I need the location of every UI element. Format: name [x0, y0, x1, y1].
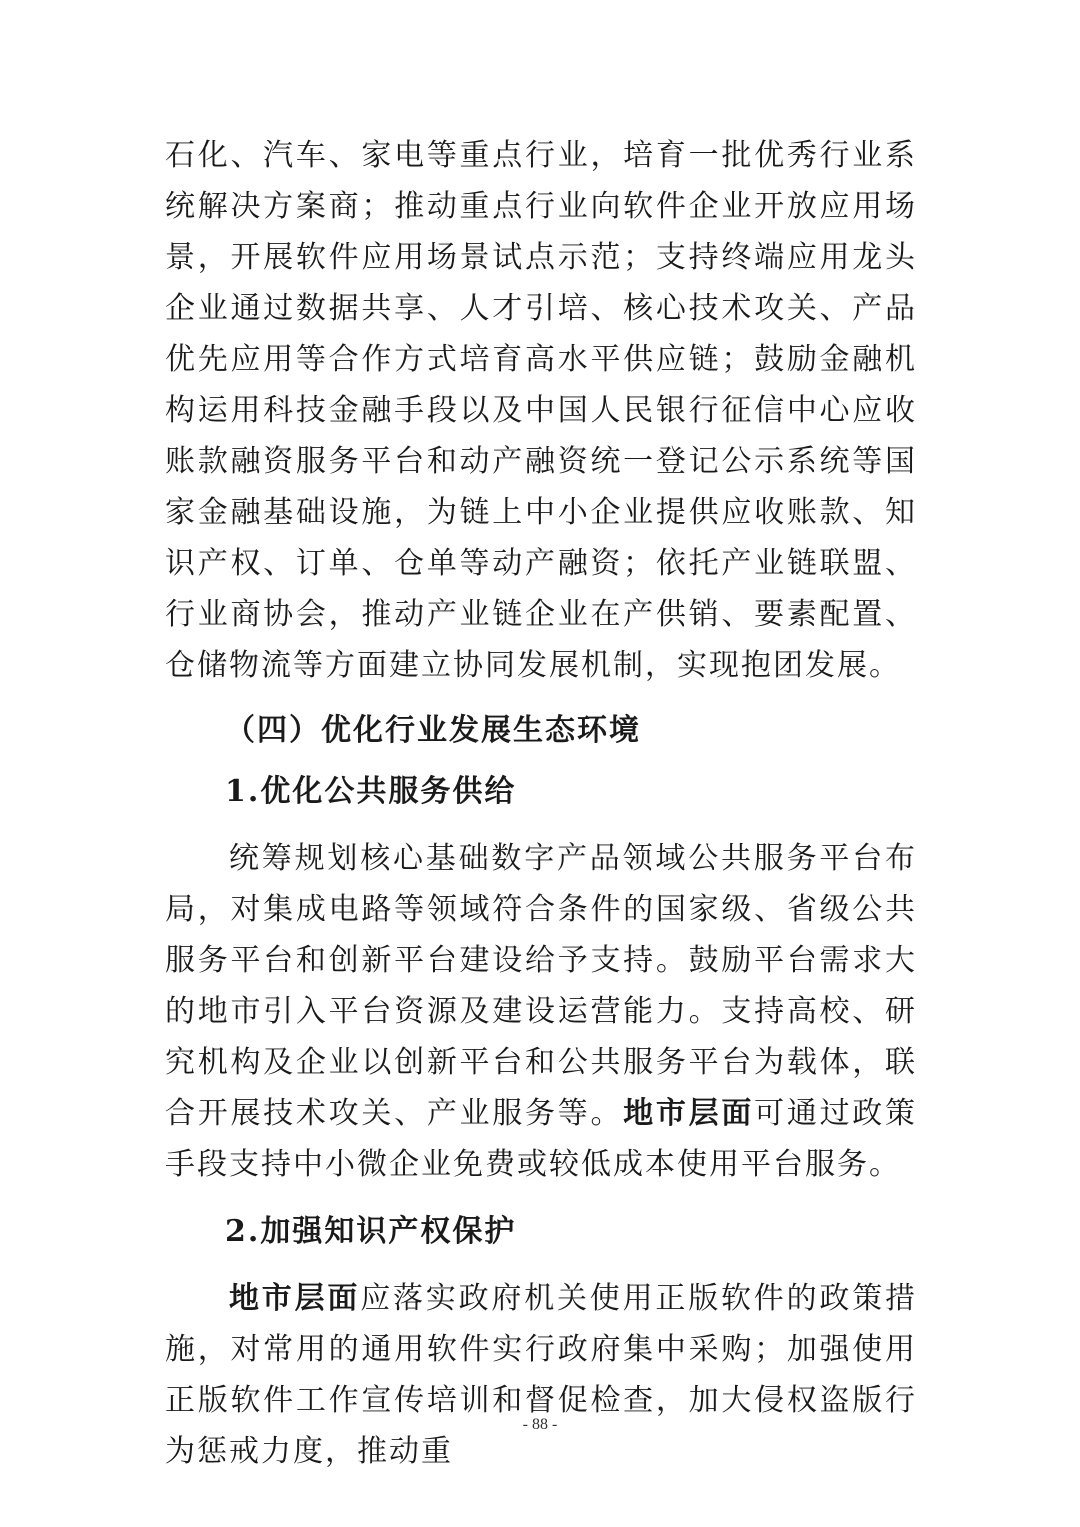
spacer [165, 817, 917, 833]
page-number: - 88 - [522, 1416, 558, 1433]
paragraph-2-tail: 可通过政策手段支持中小微企业免费或较低成本使用平台服务。 [165, 1096, 918, 1182]
paragraph-3-emphasis: 地市层面 [229, 1281, 361, 1316]
body-paragraph-3 [165, 1273, 917, 1477]
subheading-ip-protection: 2.加强知识产权保护 [225, 1214, 517, 1249]
spacer [165, 691, 917, 705]
section-heading: （四）优化行业发展生态环境 [225, 713, 641, 748]
body-paragraph-1: 石化、汽车、家电等重点行业，培育一批优秀行业系统解决方案商；推动重点行业向软件企业开放应用场景，开展软件应用场景试点示范；支持终端应用龙头企业通过数据共享、人才引培、核心技术攻关、产品优先应用等合作方式培育高水平供应链；鼓励金融机构运用科技金融手段以及中国人民银行征信中心应收账款融资服务平台和动产融资统一登记公示系统等国家金融基础设施，为链上中小企业提供应收账款、知识产权、订单、仓单等动产融资；依托产业链联盟、行业商协会，推动产业链企业在产供销、要素配置、仓储物流等方面建立协同发展机制，实现抱团发展。 [165, 138, 917, 683]
body-paragraph-2 [165, 833, 917, 1190]
paragraph-2-emphasis: 地市层面 [623, 1096, 755, 1131]
spacer [165, 1190, 917, 1206]
spacer [165, 1257, 917, 1273]
paragraph-2-text: 统筹规划核心基础数字产品领域公共服务平台布局，对集成电路等领域符合条件的国家级、省级公共服务平台和创新平台建设给予支持。鼓励平台需求大的地市引入平台资源及建设运营能力。支持高校、研究机构及企业以创新平台和公共服务平台为载体，联合开展技术攻关、产业服务等。 [165, 841, 917, 1131]
paragraph-3-text: 应落实政府机关使用正版软件的政策措施，对常用的通用软件实行政府集中采购；加强使用正版软件工作宣传培训和督促检查，加大侵权盗版行为惩戒力度，推动重 [165, 1281, 918, 1469]
subheading-public-services: 1.优化公共服务供给 [225, 774, 517, 809]
spacer [165, 756, 917, 766]
document-page [165, 130, 917, 1477]
